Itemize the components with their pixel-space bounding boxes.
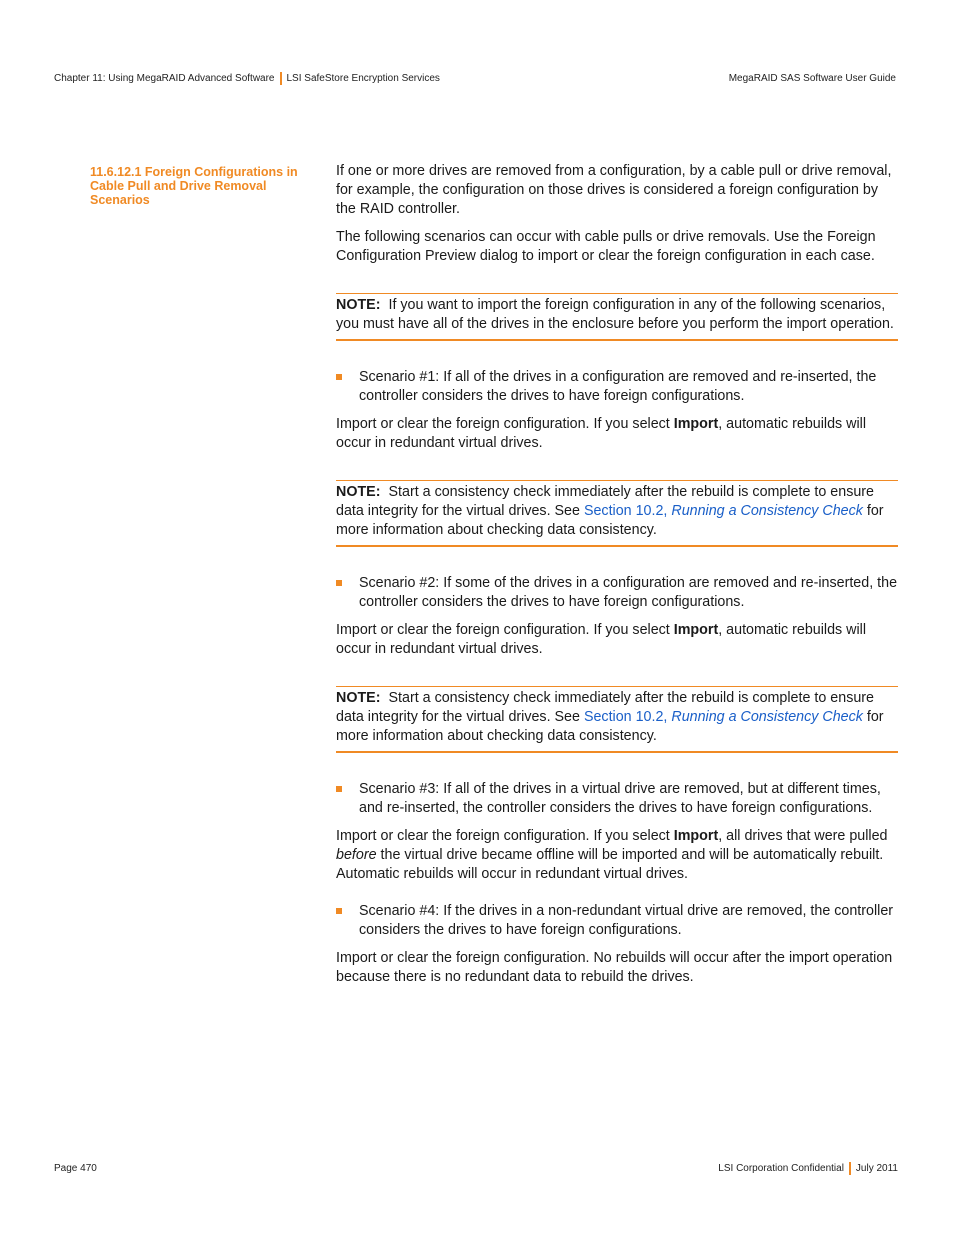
note-label: NOTE: <box>336 690 381 706</box>
page-header <box>54 72 896 85</box>
section-heading: 11.6.12.1 Foreign Configurations in Cable Pull and Drive Removal Scenarios <box>90 165 298 207</box>
header-guide-title: MegaRAID SAS Software User Guide <box>728 73 896 84</box>
scenario-2-text: Scenario #2: If some of the drives in a configuration are removed and re-inserted, the controller considers the drives to have foreign configurations. <box>359 575 898 610</box>
header-left <box>54 72 440 85</box>
intro-paragraph-2: The following scenarios can occur with cable pulls or drive removals. Use the Foreign Configuration Preview dialog to import or clear the foreign configuration in each case. <box>336 229 876 264</box>
section-link[interactable]: Section 10.2, Running a Consistency Check <box>583 503 863 519</box>
header-chapter: Chapter 11: Using MegaRAID Advanced Software <box>54 73 275 85</box>
bullet-square-icon <box>336 374 342 380</box>
footer-separator <box>849 1162 851 1175</box>
page-number: Page 470 <box>54 1163 97 1174</box>
scenario-1-action: Import or clear the foreign configuration. If you select Import, automatic rebuilds will occur in redundant virtual drives. <box>336 416 867 451</box>
footer-date: July 2011 <box>855 1163 898 1175</box>
scenario-4-action: Import or clear the foreign configuration. No rebuilds will occur after the import operation because there is no redundant data to rebuild the drives. <box>336 950 893 985</box>
scenario-4-text: Scenario #4: If the drives in a non-redundant virtual drive are removed, the controller considers the drives to have foreign configurations. <box>359 903 894 938</box>
footer-right <box>718 1162 898 1175</box>
note-consistency-check-2: NOTE: Start a consistency check immediately after the rebuild is complete to ensure data integrity for the virtual drives. See Section 10.2, Running a Consistency Check for more information about checking data consistency. <box>336 686 898 753</box>
intro-paragraph-1: If one or more drives are removed from a configuration, by a cable pull or drive removal, for example, the configuration on those drives is considered a foreign configuration by the RAID controller. <box>336 163 892 217</box>
main-content <box>336 162 898 996</box>
note-text: If you want to import the foreign configuration in any of the following scenarios, you must have all of the drives in the enclosure before you perform the import operation. <box>336 297 894 332</box>
import-keyword: Import <box>673 622 719 638</box>
scenario-4-bullet <box>336 902 898 940</box>
note-consistency-check-1: NOTE: Start a consistency check immediately after the rebuild is complete to ensure data integrity for the virtual drives. See Section 10.2, Running a Consistency Check for more information about checking data consistency. <box>336 480 898 547</box>
bullet-square-icon <box>336 908 342 914</box>
note-label: NOTE: <box>336 484 381 500</box>
section-link[interactable]: Section 10.2, Running a Consistency Check <box>583 709 863 725</box>
footer-confidential: LSI Corporation Confidential <box>718 1163 844 1175</box>
scenario-3-action: Import or clear the foreign configuration. If you select Import, all drives that were pulled before the virtual drive became offline will be imported and will be automatically rebuilt. Automatic rebuilds will occur in redundant virtual drives. <box>336 828 888 882</box>
bullet-square-icon <box>336 786 342 792</box>
note-label: NOTE: <box>336 297 381 313</box>
import-keyword: Import <box>673 828 719 844</box>
scenario-2-action: Import or clear the foreign configuration. If you select Import, automatic rebuilds will occur in redundant virtual drives. <box>336 622 867 657</box>
bullet-square-icon <box>336 580 342 586</box>
page-footer <box>54 1162 898 1175</box>
scenario-3-bullet <box>336 780 898 818</box>
scenario-2-bullet <box>336 574 898 612</box>
scenario-1-text: Scenario #1: If all of the drives in a configuration are removed and re-inserted, the controller considers the drives to have foreign configurations. <box>359 369 877 404</box>
import-keyword: Import <box>673 416 719 432</box>
scenario-1-bullet <box>336 368 898 406</box>
scenario-3-text: Scenario #3: If all of the drives in a virtual drive are removed, but at different times, and re-inserted, the controller considers the drives to have foreign configurations. <box>359 781 881 816</box>
header-separator <box>280 72 282 85</box>
header-section: LSI SafeStore Encryption Services <box>286 73 440 85</box>
note-import-requirement <box>336 293 898 341</box>
